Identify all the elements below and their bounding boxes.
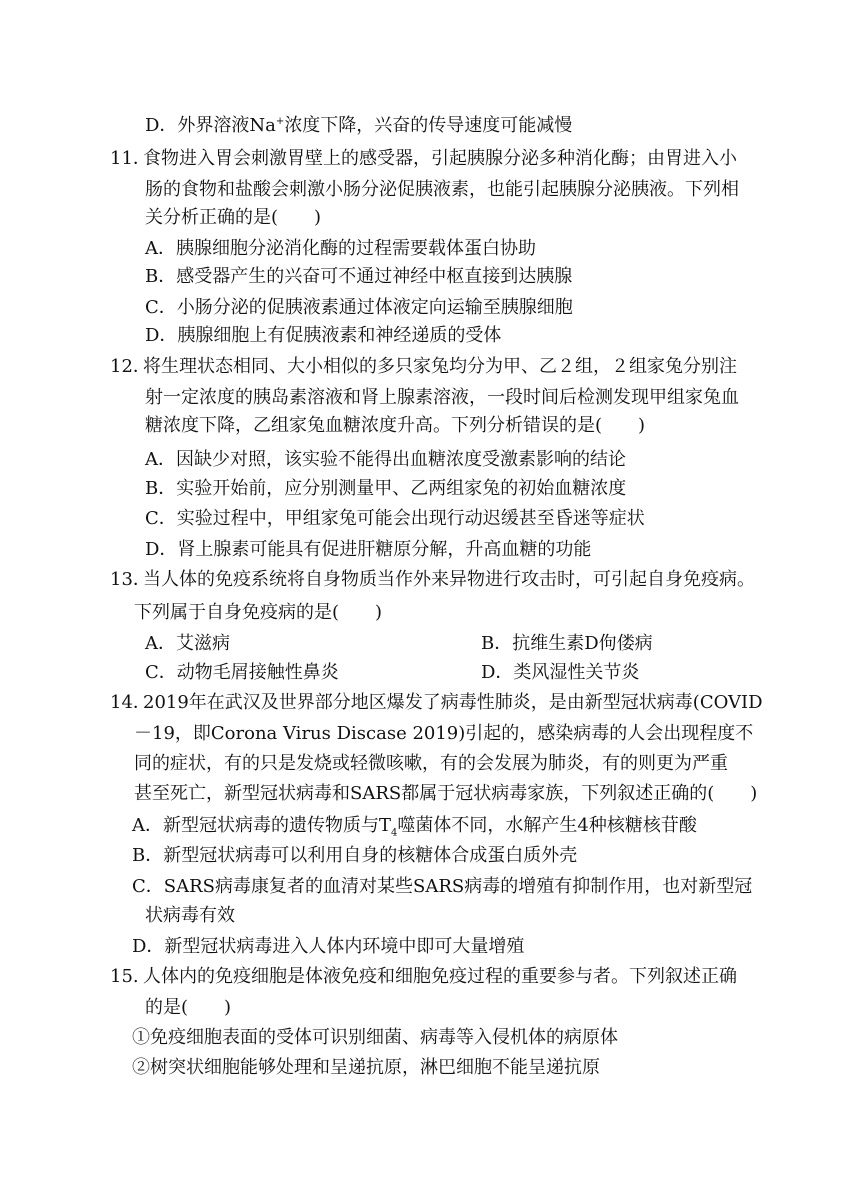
q11-number: 11． [110,148,151,169]
q15-item-1: ①免疫细胞表面的受体可识别细菌、病毒等入侵机体的病原体 [132,1027,618,1048]
q12-stem-line-1: 12．将生理状态相同、大小相似的多只家兔均分为甲、乙２组，２组家兔分别注 [110,354,737,380]
q12-stem-line-3: 糖浓度下降，乙组家兔血糖浓度升高。下列分析错误的是( ) [145,415,646,436]
q14-stem-line-3: 同的症状，有的只是发烧或轻微咳嗽，有的会发展为肺炎，有的则更为严重 [134,753,728,774]
q11-option-c: C．小肠分泌的促胰液素通过体液定向运输至胰腺细胞 [145,297,573,318]
q11-option-b: B．感受器产生的兴奋可不通过神经中枢直接到达胰腺 [145,266,573,287]
q15-number: 15. [110,966,139,987]
q11-stem-line-3: 关分析正确的是( ) [145,207,322,228]
q15-item-2: ②树突状细胞能够处理和呈递抗原，淋巴细胞不能呈递抗原 [132,1057,600,1078]
q12-stem-line-2: 射一定浓度的胰岛素溶液和肾上腺素溶液，一段时间后检测发现甲组家兔血 [145,387,739,408]
q10-option-d: D．外界溶液Na+浓度下降，兴奋的传导速度可能减慢 [145,115,573,136]
q13-stem-line-1: 13．当人体的免疫系统将自身物质当作外来异物进行攻击时，可引起自身免疫病。 [110,567,755,593]
q13-number: 13． [110,569,151,590]
q11-option-d: D．胰腺细胞上有促胰液素和神经递质的受体 [145,325,502,346]
q14-option-d: D．新型冠状病毒进入人体内环境中即可大量增殖 [132,936,525,957]
q13-option-c: C．动物毛屑接触性鼻炎 [145,662,339,683]
q12-number: 12． [110,356,151,377]
q14-stem-line-2: －19，即Corona Virus Discase 2019)引起的，感染病毒的人会出现程度不 [134,723,754,744]
q12-option-d: D．肾上腺素可能具有促进肝糖原分解，升高血糖的功能 [145,539,592,560]
q11-option-a: A．胰腺细胞分泌消化酶的过程需要载体蛋白协助 [145,238,536,259]
q14-option-c-line-1: C．SARS病毒康复者的血清对某些SARS病毒的增殖有抑制作用，也对新型冠 [132,876,753,897]
q12-option-c: C．实验过程中，甲组家兔可能会出现行动迟缓甚至昏迷等症状 [145,508,645,529]
q14-stem-line-1: 14．2019年在武汉及世界部分地区爆发了病毒性肺炎，是由新型冠状病毒(COVID [110,690,763,716]
q15-stem-line-1: 15. 人体内的免疫细胞是体液免疫和细胞免疫过程的重要参与者。下列叙述正确 [110,964,737,990]
q13-option-d: D．类风湿性关节炎 [481,662,640,683]
q14-number: 14． [110,692,151,713]
q12-option-a: A．因缺少对照，该实验不能得出血糖浓度受激素影响的结论 [145,449,626,470]
q13-option-b: B．抗维生素D佝偻病 [481,633,653,654]
q12-option-b: B．实验开始前，应分别测量甲、乙两组家兔的初始血糖浓度 [145,478,627,499]
q14-option-a: A．新型冠状病毒的遗传物质与$T_4$噬菌体不同，水解产生4种核糖核苷酸 [132,815,697,839]
q14-option-b: B．新型冠状病毒可以利用自身的核糖体合成蛋白质外壳 [132,845,578,866]
q13-stem-line-2: 下列属于自身免疫病的是( ) [134,602,383,623]
q15-stem-line-2: 的是( ) [145,997,232,1018]
q11-stem-line-2: 肠的食物和盐酸会刺激小肠分泌促胰液素，也能引起胰腺分泌胰液。下列相 [145,179,739,200]
q13-option-a: A．艾滋病 [145,633,230,654]
q14-stem-line-4: 甚至死亡，新型冠状病毒和SARS都属于冠状病毒家族，下列叙述正确的( ) [134,783,758,804]
q14-option-c-line-2: 状病毒有效 [145,905,235,926]
q11-stem-line-1: 11．食物进入胃会刺激胃壁上的感受器，引起胰腺分泌多种消化酶；由胃进入小 [110,146,737,172]
